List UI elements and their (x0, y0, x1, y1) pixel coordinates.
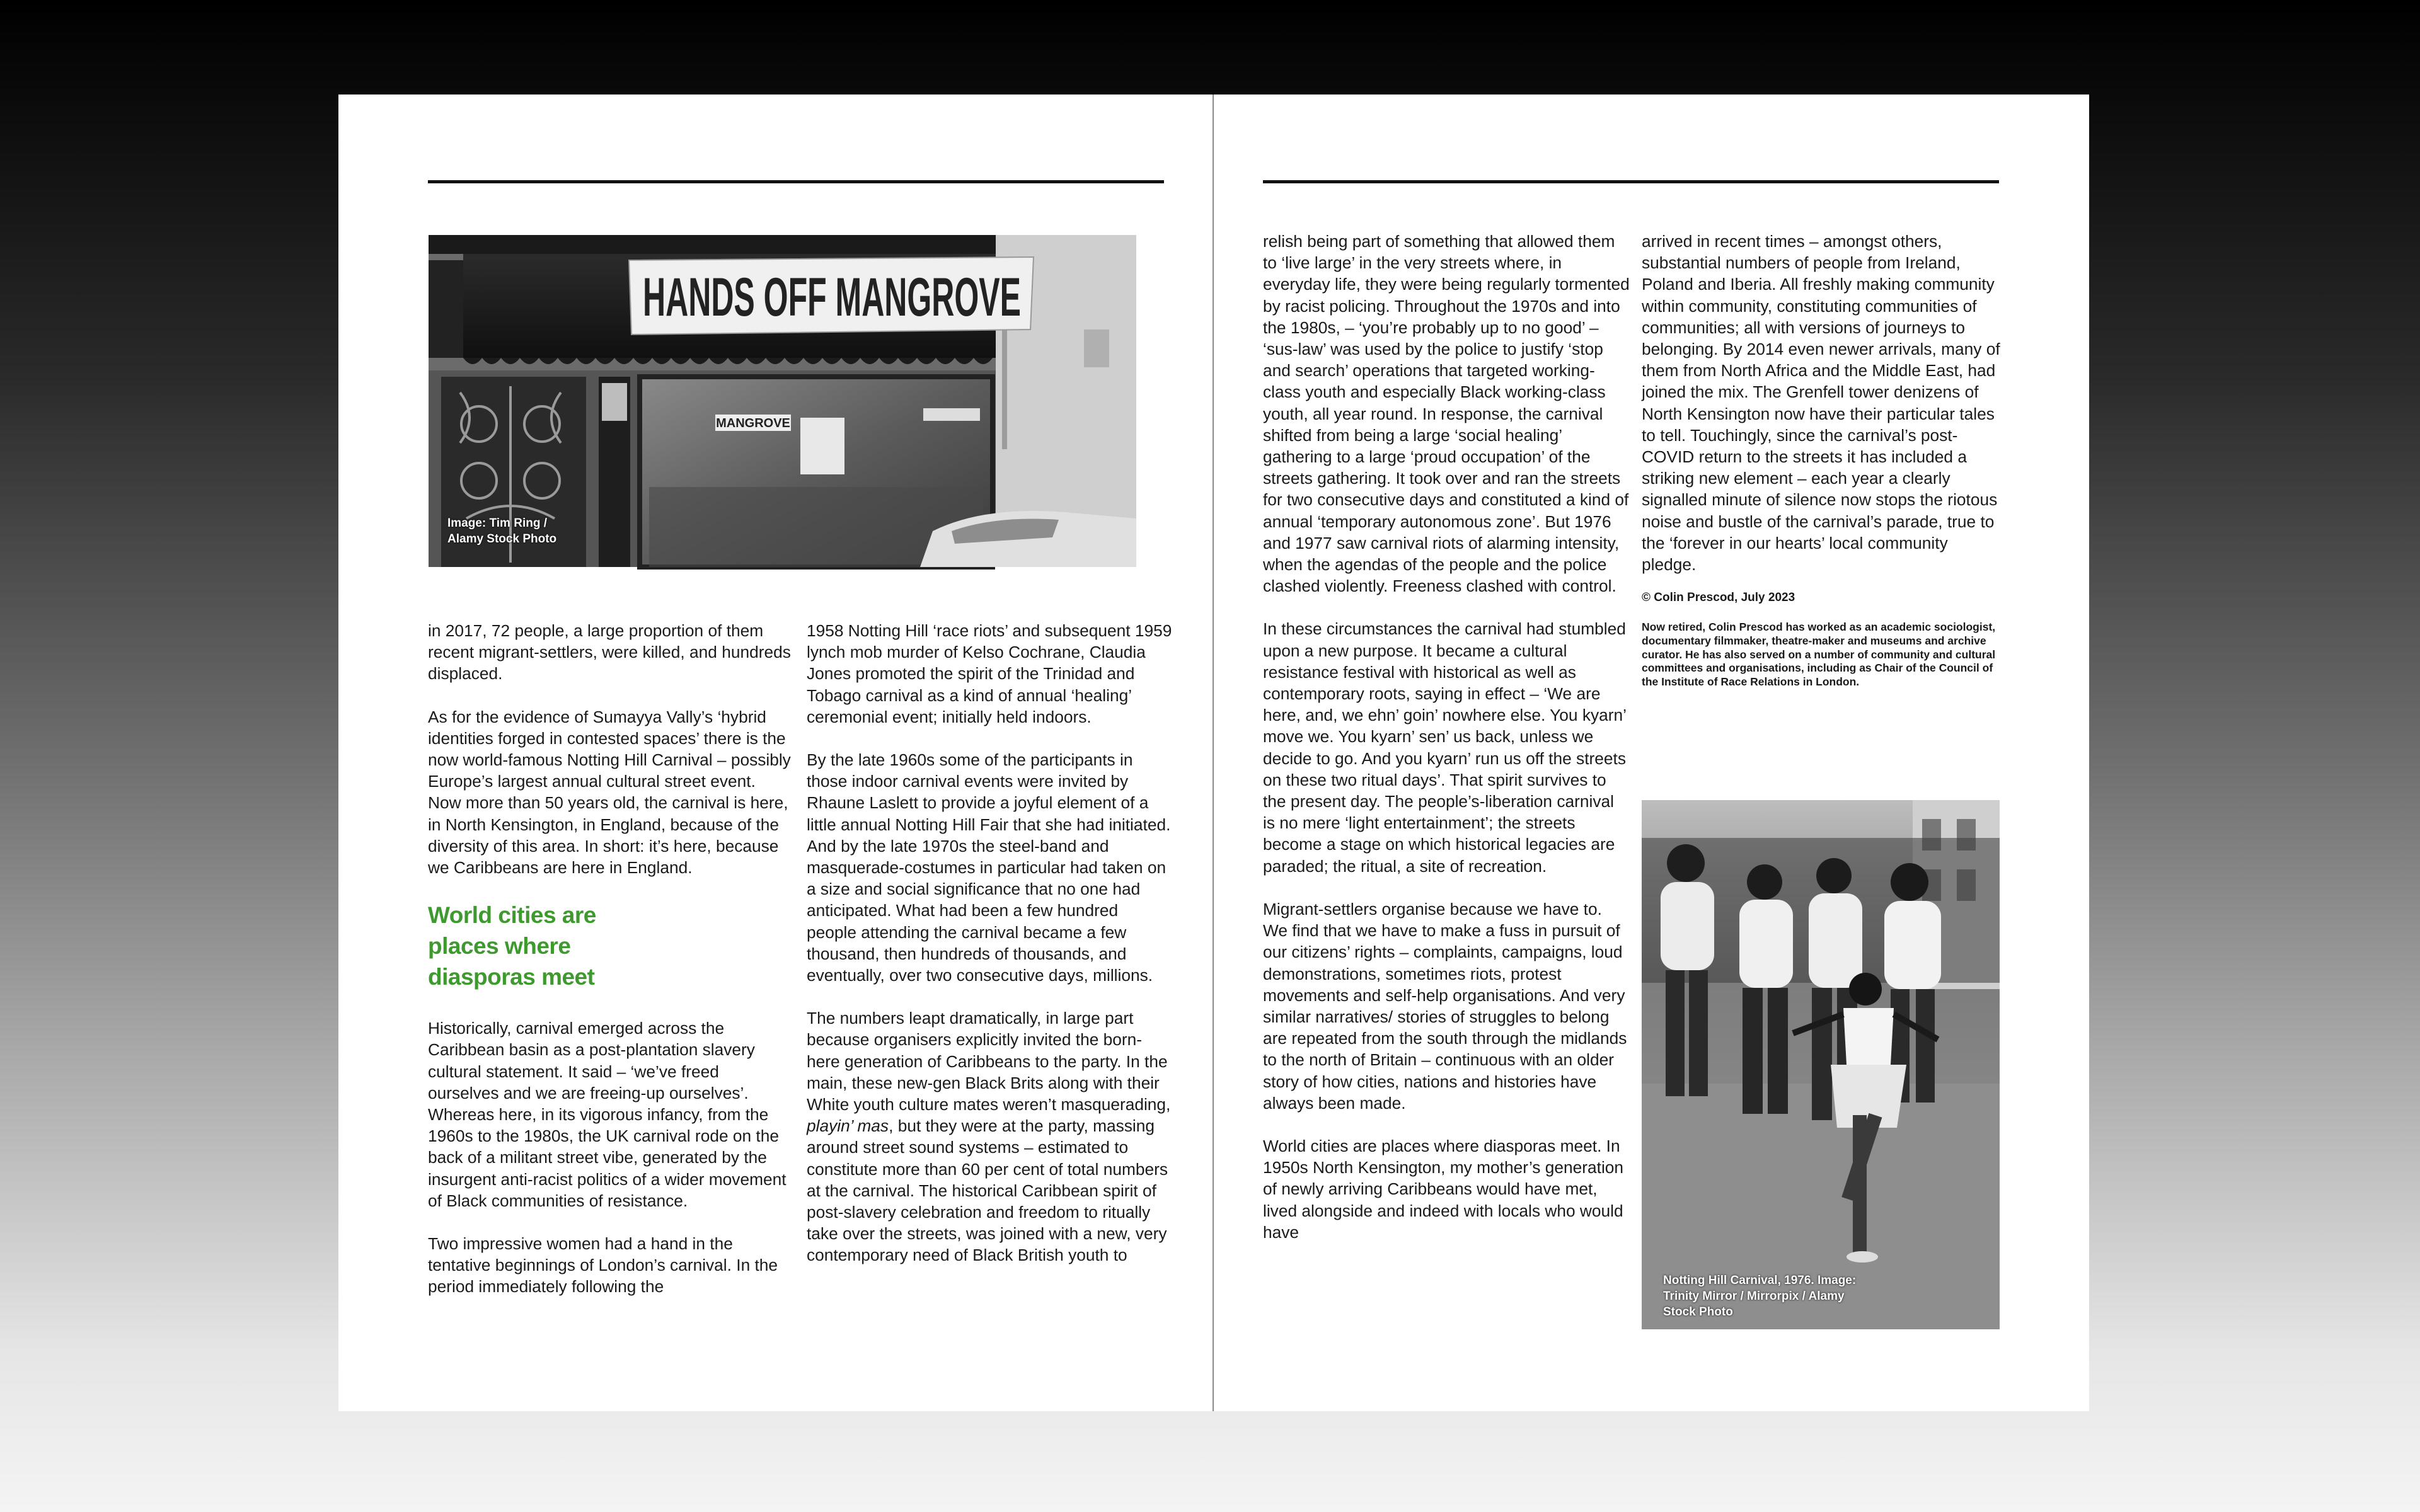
photo-caption (447, 515, 556, 547)
heading-line: World cities are (428, 902, 596, 929)
photo-caption-line: Alamy Stock Photo (447, 532, 557, 546)
paragraph: arrived in recent times – amongst others, substantial numbers of people from Ireland, Poland and Iberia. All freshly making community within community, constituting communities of communities; all with versions of journeys to belonging. By 2014 even newer arrivals, many of them from North Africa and the Middle East, had joined the mix. The Grenfell tower denizens of North Kensington now have their particular tales to tell. Touchingly, since the carnival’s post-COVID return to the streets it has included a striking new element – each year a clearly signalled minute of silence now stops the riotous noise and bustle of the carnival’s parade, true to the ‘forever in our hearts’ local community pledge. (1642, 232, 2000, 575)
paragraph: In these circumstances the carnival had stumbled upon a new purpose. It became a cultural resistance festival with historical as well as contemporary roots, saying in effect – ‘We are here, and, we ehn’ goin’ nowhere else. You kyarn’ move we. You kyarn’ sen’ us back, unless we decide to go. And you kyarn’ run us off the streets on these two ritual days’. That spirit survives to the present day. The people’s-liberation carnival is no mere ‘light entertainment’; the streets become a stage on which historical legacies are paraded; the ritual, a site of recreation. (1263, 619, 1627, 876)
paragraph: Two impressive women had a hand in the tentative beginnings of London’s carnival. In the period immediately following the (428, 1234, 778, 1297)
photo-caption-line: Image: Tim Ring / (447, 517, 548, 530)
paragraph: World cities are places where diasporas meet. In 1950s North Kensington, my mother’s generation of newly arriving Caribbeans would have met, lived alongside and indeed with locals who would have (1263, 1136, 1624, 1242)
photo-caption-line: Stock Photo (1663, 1305, 1733, 1319)
paragraph-text: The numbers leapt dramatically, in large part because organisers explicitly invited the born-here generation of Caribbeans to the party. In the main, these new-gen Black Brits along with their White youth culture mates weren’t masquerading, (807, 1009, 1171, 1114)
paragraph-text: , but they were at the party, massing around street sound systems – estimated to constitute more than 60 per cent of total numbers at the carnival. The historical Caribbean spirit of post-slavery celebration and freedom to ritually take over the streets, was joined with a new, very contemporary need of Black British youth to (807, 1116, 1168, 1265)
left-column-2 (807, 620, 1172, 1288)
mangrove-photo (429, 235, 1136, 567)
paragraph: By the late 1960s some of the participants in those indoor carnival events were invited by Rhaune Laslett to provide a joyful element of a little annual Notting Hill Fair that she had initiated. And by the late 1970s the steel-band and masquerade-costumes in particular had taken on a size and social significance that no one had anticipated. What had been a few hundred people attending the carnival became a few thousand, then hundreds of thousands, and eventually, over two consecutive days, millions. (807, 750, 1171, 985)
photo-caption (1663, 1273, 1856, 1320)
paragraph: in 2017, 72 people, a large proportion of them recent migrant-settlers, were killed, and hundreds displaced. (428, 621, 791, 684)
heading-line: diasporas meet (428, 964, 595, 990)
right-page (1214, 94, 2089, 1411)
top-rule (428, 180, 1164, 183)
paragraph: Historically, carnival emerged across the Caribbean basin as a post-plantation slavery cultural statement. It said – ‘we’ve freed ourselves and we are freeing-up ourselves’. Whereas here, in its vigorous infancy, from the 1960s to the 1980s, the UK carnival rode on the back of a militant street vibe, generated by the insurgent anti-racist politics of a wider movement of Black communities of resistance. (428, 1019, 786, 1210)
left-page (338, 94, 1214, 1411)
carnival-photo-image (1642, 800, 2000, 1329)
heading-line: places where (428, 933, 571, 959)
left-column-1 (428, 620, 792, 1319)
paragraph: relish being part of something that allowed them to ‘live large’ in the very streets where, in everyday life, they were being regularly tormented by racist policing. Throughout the 1970s and into the 1980s, – ‘you’re probably up to no good’ – ‘sus-law’ was used by the police to justify ‘stop and search’ operations that targeted working-class youth and especially Black working-class youth, all year round. In response, the carnival shifted from being a large ‘social healing’ gathering to a large ‘proud occupation’ of the streets gathering. It took over and ran the streets for two consecutive days and constituted a kind of annual ‘temporary autonomous zone’. But 1976 and 1977 saw carnival riots of alarming intensity, when the agendas of the people and the police clashed violently. Freeness clashed with control. (1263, 232, 1630, 596)
paragraph: 1958 Notting Hill ‘race riots’ and subsequent 1959 lynch mob murder of Kelso Cochrane, Claudia Jones promoted the spirit of the Trinidad and Tobago carnival as a kind of annual ‘healing’ ceremonial event; initially held indoors. (807, 621, 1172, 726)
paragraph: Migrant-settlers organise because we have to. We find that we have to make a fuss in pursuit of our citizens’ rights – complaints, campaigns, loud demonstrations, sometimes riots, protest movements and self-help organisations. And very similar narratives/ stories of struggles to belong are repeated from the south through the midlands to the north of Britain – continuous with an older story of how cities, nations and histories have always been made. (1263, 899, 1627, 1113)
copyright-line: © Colin Prescod, July 2023 (1642, 591, 1795, 605)
author-bio: Now retired, Colin Prescod has worked as an academic sociologist, documentary filmmaker, theatre-maker and museums and archive curator. He has also served on a number of community and cultural committees and organisations, including as Chair of the Council of the Institute of Race Relations in London. (1642, 621, 1996, 689)
carnival-photo (1642, 800, 2000, 1329)
window-sign-text: MANGROVE (716, 416, 790, 430)
photo-caption-line: Notting Hill Carnival, 1976. Image: (1663, 1274, 1857, 1287)
right-column-2 (1642, 231, 2002, 711)
banner-text: HANDS OFF MANGROVE (643, 267, 1021, 328)
paragraph: As for the evidence of Sumayya Vally’s ‘hybrid identities forged in contested spaces’ there is the now world-famous Notting Hill Carnival – possibly Europe’s largest annual cultural street event. Now more than 50 years old, the carnival is here, in North Kensington, in England, because of the diversity of this area. In short: it’s here, because we Caribbeans are here in England. (428, 707, 791, 878)
photo-caption-line: Trinity Mirror / Mirrorpix / Alamy (1663, 1290, 1845, 1303)
paragraph (807, 1007, 1172, 1266)
top-rule (1263, 180, 1999, 183)
italic-text: playin’ mas (807, 1116, 889, 1136)
right-column-1 (1263, 231, 1630, 1264)
section-heading (428, 900, 792, 992)
